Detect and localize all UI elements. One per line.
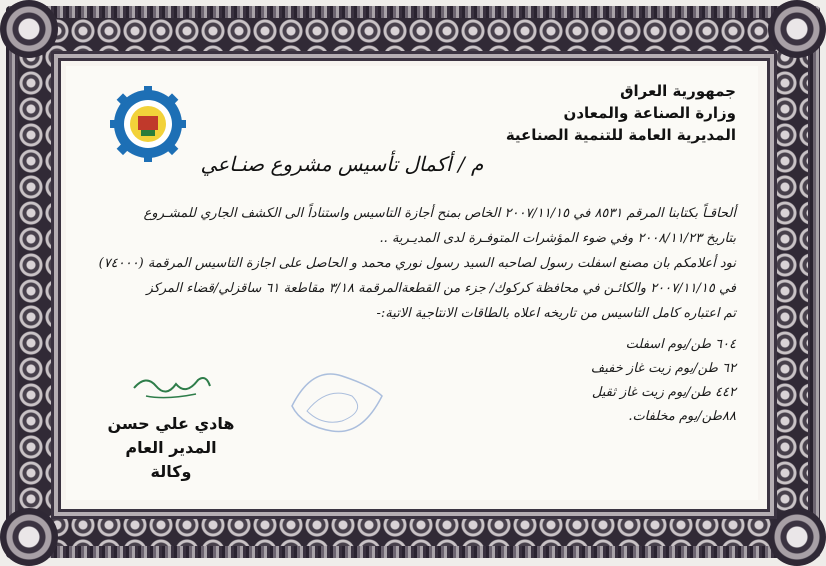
capacity-item: ٦٠٤ طن/يوم اسفلت — [625, 337, 736, 352]
body-line-2: بتاريخ ٢٠٠٨/١١/٢٣ وفي ضوء المؤشرات المتوفـرة لدى المديـرية .. — [379, 231, 736, 246]
ministry-header — [506, 80, 736, 146]
signatory-title: المدير العام وكالة — [125, 438, 217, 481]
directorate-name: المديرية العامة للتنمية الصناعية — [505, 126, 736, 144]
corner-ornament-bottom-right — [768, 508, 826, 566]
document-body — [66, 66, 758, 500]
handwritten-signature-icon — [126, 366, 216, 406]
signatory-name: هادي علي حسن — [107, 414, 235, 433]
signature-block — [106, 366, 236, 484]
corner-ornament-bottom-left — [0, 508, 58, 566]
body-line-3: نود أعلامكم بان مصنع اسفلت رسول لصاحبه السيد رسول نوري محمد و الحاصل على اجازة التاسيس المرقمة (٧٤٠٠٠) — [98, 256, 736, 271]
ministry-name: وزارة الصناعة والمعادن — [563, 104, 736, 122]
corner-ornament-top-right — [768, 0, 826, 58]
ministry-logo-icon — [110, 86, 186, 162]
capacity-item: ٨٨طن/يوم مخلفات. — [628, 409, 736, 424]
capacity-item: ٤٤٢ طن/يوم زيت غاز ثقيل — [591, 385, 736, 400]
body-line-1: ألحاقـاً بكتابنا المرقم ٨٥٣١ في ٢٠٠٧/١١/١٥ الخاص بمنح أجازة التاسيس واستناداً الى الكشف الجاري للمشـروع — [143, 206, 736, 221]
corner-ornament-top-left — [0, 0, 58, 58]
body-line-5: تم اعتباره كامل التاسيس من تاريخه اعلاه بالطاقات الانتاجية الاتية:- — [376, 306, 736, 321]
capacity-item: ٦٢ طن/يوم زيت غاز خفيف — [590, 361, 736, 376]
country-name: جمهورية العراق — [620, 82, 736, 100]
document-subject: م / أكمال تأسيس مشروع صنـاعي — [200, 152, 484, 176]
faded-stamp-icon — [282, 356, 392, 446]
body-line-4: في ٢٠٠٧/١١/١٥ والكائـن في محافظة كركوك/ جزء من القطعةالمرقمة ٣/١٨ مقاطعة ٦١ ساقزلي/قضاء المركز — [146, 281, 736, 296]
